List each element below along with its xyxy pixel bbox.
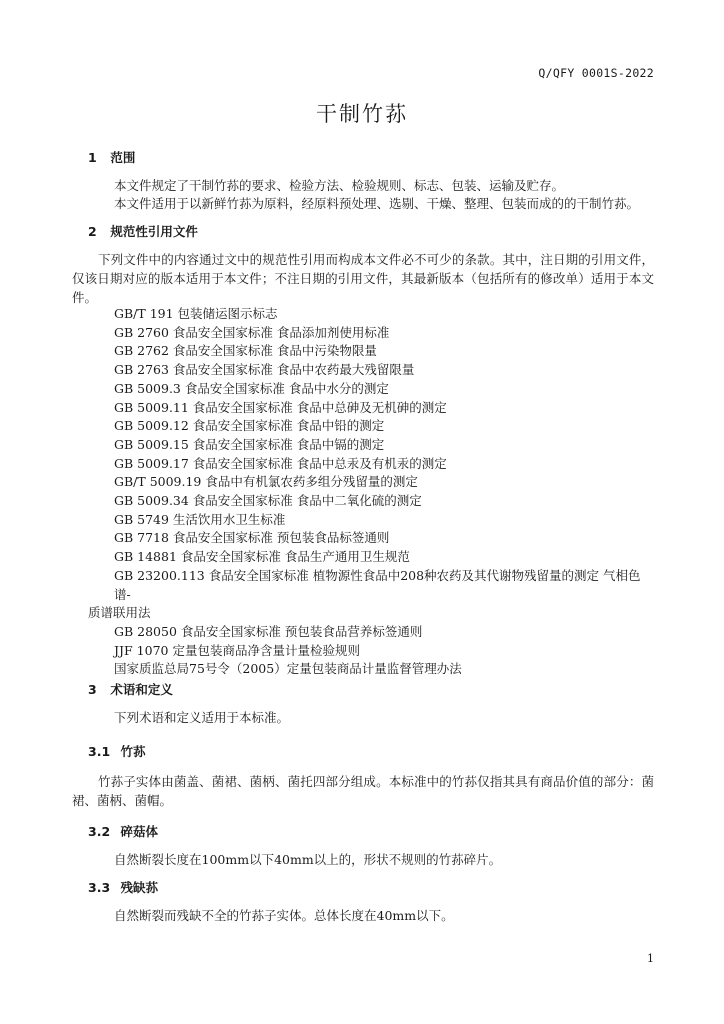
paragraph: 自然断裂而残缺不全的竹荪子实体。总体长度在40mm以下。	[114, 908, 454, 923]
page-number: 1	[647, 952, 654, 965]
reference-item: GB 28050 食品安全国家标准 预包装食品营养标签通则	[114, 623, 423, 639]
term-number: 3.1	[88, 744, 111, 759]
term-number: 3.2	[88, 824, 111, 839]
reference-item: GB 7718 食品安全国家标准 预包装食品标签通则	[114, 530, 390, 546]
reference-item: GB/T 5009.19 食品中有机氯农药多组分残留量的测定	[114, 474, 418, 490]
reference-item: GB 5009.12 食品安全国家标准 食品中铅的测定	[114, 418, 385, 434]
reference-item: GB 14881 食品安全国家标准 食品生产通用卫生规范	[114, 549, 410, 565]
reference-item	[88, 567, 654, 623]
reference-item: GB 2763 食品安全国家标准 食品中农药最大残留限量	[114, 362, 415, 378]
section-title: 范围	[110, 150, 136, 165]
term-3-3-heading	[88, 878, 158, 896]
reference-list	[88, 305, 654, 679]
reference-item-line: 质谱联用法	[88, 605, 151, 621]
term-title: 残缺荪	[120, 880, 159, 895]
reference-item: GB 5009.3 食品安全国家标准 食品中水分的测定	[114, 380, 389, 396]
term-3-2-heading	[88, 822, 158, 840]
term-title: 竹荪	[120, 744, 146, 759]
paragraph: 本文件规定了干制竹荪的要求、检验方法、检验规则、标志、包装、运输及贮存。	[114, 178, 565, 193]
reference-item: GB 5009.34 食品安全国家标准 食品中二氧化硫的测定	[114, 493, 422, 509]
section-number: 2	[88, 224, 97, 239]
section-1-heading	[88, 148, 135, 166]
reference-item: GB 5749 生活饮用水卫生标准	[114, 511, 286, 527]
reference-item: GB 5009.17 食品安全国家标准 食品中总汞及有机汞的测定	[114, 455, 447, 471]
term-title: 碎菇体	[120, 824, 159, 839]
section-title: 规范性引用文件	[110, 224, 198, 239]
term-number: 3.3	[88, 880, 111, 895]
term-3-1-heading	[88, 742, 146, 760]
document-title: 干制竹荪	[316, 102, 408, 126]
paragraph: 本文件适用于以新鲜竹荪为原料，经原料预处理、选剔、干燥、整理、包装而成的的干制竹荪。	[114, 196, 640, 211]
reference-item: 国家质监总局75号令（2005）定量包装商品计量监督管理办法	[114, 661, 462, 677]
section-3-heading	[88, 680, 173, 698]
section-2-heading	[88, 222, 198, 240]
paragraph: 下列术语和定义适用于本标准。	[114, 710, 290, 725]
reference-item: JJF 1070 定量包装商品净含量计量检验规则	[114, 642, 360, 658]
reference-item-line: GB 23200.113 食品安全国家标准 植物源性食品中208种农药及其代谢物残留量的测定 气相色谱-	[114, 567, 641, 602]
paragraph: 竹荪子实体由菌盖、菌裙、菌柄、菌托四部分组成。本标准中的竹荪仅指其具有商品价值的部分：菌裙、菌柄、菌帽。	[72, 774, 654, 808]
reference-item: GB/T 191 包装储运图示标志	[114, 306, 278, 321]
document-code: Q/QFY 0001S-2022	[538, 66, 654, 80]
section-number: 3	[88, 682, 97, 697]
reference-item: GB 2762 食品安全国家标准 食品中污染物限量	[114, 343, 377, 359]
reference-item: GB 5009.11 食品安全国家标准 食品中总砷及无机砷的测定	[114, 399, 447, 415]
reference-item: GB 2760 食品安全国家标准 食品添加剂使用标准	[114, 324, 390, 340]
paragraph: 自然断裂长度在100mm以下40mm以上的，形状不规则的竹荪碎片。	[114, 852, 502, 867]
reference-item: GB 5009.15 食品安全国家标准 食品中镉的测定	[114, 436, 385, 452]
paragraph: 下列文件中的内容通过文中的规范性引用而构成本文件必不可少的条款。其中，注日期的引用文件，仅该日期对应的版本适用于本文件；不注日期的引用文件，其最新版本（包括所有的修改单）适用于本文件。	[72, 252, 654, 305]
section-number: 1	[88, 150, 97, 165]
section-title: 术语和定义	[110, 682, 173, 697]
